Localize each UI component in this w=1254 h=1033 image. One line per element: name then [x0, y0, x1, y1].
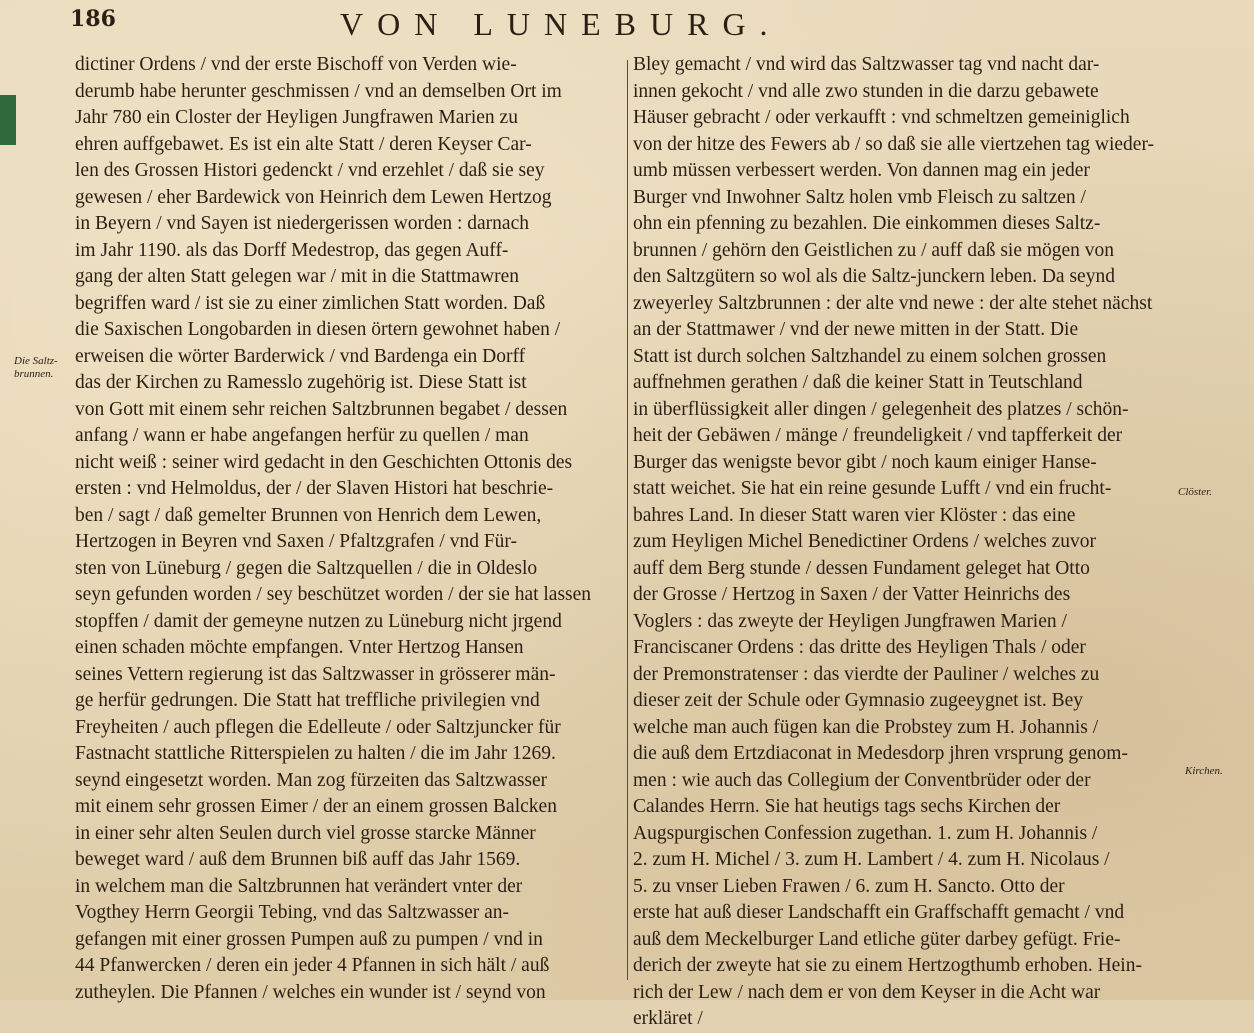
text-line: den Saltzgütern so wol als die Saltz-junckern leben. Da seynd — [633, 266, 1115, 287]
left-column — [75, 52, 620, 1006]
text-line: ben / sagt / daß gemelter Brunnen von Henrich dem Lewen, — [75, 504, 542, 526]
text-line: von Gott mit einem sehr reichen Saltzbrunnen begabet / dessen — [75, 398, 568, 420]
text-line: Voglers : das zweyte der Heyligen Jungfrawen Marien / — [633, 610, 1067, 632]
text-line: 2. zum H. Michel / 3. zum H. Lambert / 4. zum H. Nicolaus / — [633, 849, 1110, 870]
text-line: Freyheiten / auch pflegen die Edelleute / oder Saltzjuncker für — [75, 716, 561, 738]
text-line: der Grosse / Hertzog in Saxen / der Vatter Heinrichs des — [633, 584, 1071, 605]
text-line: 44 Pfanwercken / deren ein jeder 4 Pfannen in sich hält / auß — [75, 955, 550, 976]
text-line: Franciscaner Ordens : das dritte des Heyligen Thals / oder — [633, 637, 1086, 658]
text-line: in welchem man die Saltzbrunnen hat verändert vnter der — [75, 875, 523, 897]
text-line: statt weichet. Sie hat ein reine gesunde Lufft / vnd ein frucht- — [633, 478, 1112, 499]
text-line: heit der Gebäwen / mänge / freundeligkeit / vnd tapfferkeit der — [633, 425, 1123, 446]
text-line: erkläret / — [633, 1008, 703, 1029]
text-line: sten von Lüneburg / gegen die Saltzquellen / die in Oldeslo — [75, 557, 538, 579]
text-line: im Jahr 1190. als das Dorff Medestrop, das gegen Auff- — [75, 239, 509, 261]
text-line: ehren auffgebawet. Es ist ein alte Statt / deren Keyser Car- — [75, 133, 532, 155]
text-line: die auß dem Ertzdiaconat in Medesdorp jhren vrsprung genom- — [633, 743, 1128, 764]
text-line: 5. zu vnser Lieben Frawen / 6. zum H. Sancto. Otto der — [633, 875, 1065, 897]
text-line: auff dem Berg stunde / dessen Fundament geleget hat Otto — [633, 557, 1090, 579]
text-line: Jahr 780 ein Closter der Heyligen Jungfrawen Marien zu — [75, 107, 518, 128]
text-line: rich der Lew / nach dem er von dem Keyser in die Acht war — [633, 981, 1101, 1003]
text-line: anfang / wann er habe angefangen herfür zu quellen / man — [75, 425, 529, 446]
text-line: derumb habe herunter geschmissen / vnd an demselben Ort im — [75, 80, 562, 102]
text-line: die Saxischen Longobarden in diesen örtern gewohnet haben / — [75, 319, 561, 340]
text-line: Vogthey Herrn Georgii Tebing, vnd das Saltzwasser an- — [75, 902, 510, 923]
text-line: in Beyern / vnd Sayen ist niedergerissen worden : darnach — [75, 213, 529, 234]
right-column — [633, 52, 1178, 1033]
text-line: in überflüssigkeit aller dingen / gelegenheit des platzes / schön- — [633, 398, 1129, 420]
text-line: erweisen die wörter Barderwick / vnd Bardenga ein Dorff — [75, 345, 526, 367]
text-line: dieser zeit der Schule oder Gymnasio zugeeygnet ist. Bey — [633, 690, 1083, 711]
text-line: Statt ist durch solchen Saltzhandel zu einem solchen grossen — [633, 345, 1107, 367]
text-line: zutheylen. Die Pfannen / welches ein wunder ist / seynd von — [75, 981, 546, 1003]
text-line: dictiner Ordens / vnd der erste Bischoff von Verden wie- — [75, 54, 517, 75]
text-line: welche man auch fügen kan die Probstey zum H. Johannis / — [633, 716, 1099, 738]
text-line: an der Stattmawer / vnd der newe mitten in der Statt. Die — [633, 319, 1079, 340]
text-line: ohn ein pfenning zu bezahlen. Die einkommen dieses Saltz- — [633, 213, 1101, 234]
text-line: nicht weiß : seiner wird gedacht in den Geschichten Ottonis des — [75, 451, 573, 473]
text-line: innen gekocht / vnd alle zwo stunden in die darzu gebawete — [633, 80, 1099, 102]
text-line: stopffen / damit der gemeyne nutzen zu Lüneburg nicht jrgend — [75, 610, 562, 632]
text-line: Bley gemacht / vnd wird das Saltzwasser tag vnd nacht dar- — [633, 54, 1100, 75]
text-line: Häuser gebracht / oder verkaufft : vnd schmeltzen gemeiniglich — [633, 107, 1130, 128]
margin-note-salzbrunnen: Die Saltz-brunnen. — [14, 355, 58, 380]
text-line: gewesen / eher Bardewick von Heinrich dem Lewen Hertzog — [75, 186, 552, 208]
text-line: einen schaden möchte empfangen. Vnter Hertzog Hansen — [75, 637, 524, 658]
text-line: auffnehmen gerathen / daß die keiner Statt in Teutschland — [633, 372, 1083, 393]
text-line: begriffen ward / ist sie zu einer zimlichen Statt worden. Daß — [75, 292, 546, 314]
text-line: bahres Land. In dieser Statt waren vier Klöster : das eine — [633, 504, 1076, 526]
text-line: erste hat auß dieser Landschafft ein Graffschafft gemacht / vnd — [633, 902, 1125, 923]
text-line: von der hitze des Fewers ab / so daß sie alle viertzehen tag wieder- — [633, 133, 1155, 155]
text-line: seines Vettern regierung ist das Saltzwasser in grösserer män- — [75, 663, 556, 685]
text-line: der Premonstratenser : das vierdte der Pauliner / welches zu — [633, 663, 1100, 685]
text-line: auß dem Meckelburger Land etliche güter darbey gefügt. Frie- — [633, 928, 1121, 950]
margin-note-kloster: Clöster. — [1178, 486, 1212, 498]
text-line: men : wie auch das Collegium der Conventbrüder oder der — [633, 769, 1091, 791]
text-line: ge herfür gedrungen. Die Statt hat treffliche privilegien vnd — [75, 690, 540, 711]
text-line: derich der zweyte hat sie zu einem Hertzogthumb erhoben. Hein- — [633, 955, 1142, 976]
text-line: Burger das wenigste bevor gibt / noch kaum einiger Hanse- — [633, 451, 1097, 473]
text-line: brunnen / gehörn den Geistlichen zu / auff daß sie mögen von — [633, 239, 1115, 261]
text-line: beweget ward / auß dem Brunnen biß auff das Jahr 1569. — [75, 849, 521, 870]
text-line: ersten : vnd Helmoldus, der / der Slaven Histori hat beschrie- — [75, 478, 554, 499]
text-line: gefangen mit einer grossen Pumpen auß zu pumpen / vnd in — [75, 928, 543, 950]
text-line: umb müssen verbessert werden. Von dannen mag ein jeder — [633, 160, 1090, 181]
text-line: seyn gefunden worden / sey beschützet worden / der sie hat lassen — [75, 584, 592, 605]
text-line: gang der alten Statt gelegen war / mit in die Stattmawren — [75, 266, 520, 287]
margin-note-kirchen: Kirchen. — [1185, 765, 1223, 777]
page-edge-stain — [0, 95, 16, 145]
text-line: in einer sehr alten Seulen durch viel grosse starcke Männer — [75, 822, 536, 844]
text-line: das der Kirchen zu Ramesslo zugehörig ist. Diese Statt ist — [75, 372, 527, 393]
text-line: Augspurgischen Confession zugethan. 1. zum H. Johannis / — [633, 822, 1098, 844]
text-line: mit einem sehr grossen Eimer / der an einem grossen Balcken — [75, 796, 557, 817]
text-line: seynd eingesetzt worden. Man zog fürzeiten das Saltzwasser — [75, 769, 548, 791]
text-line: Burger vnd Inwohner Saltz holen vmb Fleisch zu saltzen / — [633, 186, 1086, 208]
text-line: zweyerley Saltzbrunnen : der alte vnd newe : der alte stehet nächst — [633, 292, 1153, 314]
column-divider — [627, 60, 628, 980]
text-line: Calandes Herrn. Sie hat heutigs tags sechs Kirchen der — [633, 796, 1061, 817]
page-header — [70, 4, 1194, 44]
text-line: Hertzogen in Beyren vnd Saxen / Pfaltzgrafen / vnd Für- — [75, 531, 518, 552]
text-line: len des Grossen Histori gedenckt / vnd erzehlet / daß sie sey — [75, 160, 545, 181]
page-number: 186 — [70, 6, 116, 32]
running-title: VON LUNEBURG. — [340, 6, 782, 42]
text-line: Fastnacht stattliche Ritterspielen zu halten / die im Jahr 1269. — [75, 743, 556, 764]
text-line: zum Heyligen Michel Benedictiner Ordens / welches zuvor — [633, 531, 1096, 552]
